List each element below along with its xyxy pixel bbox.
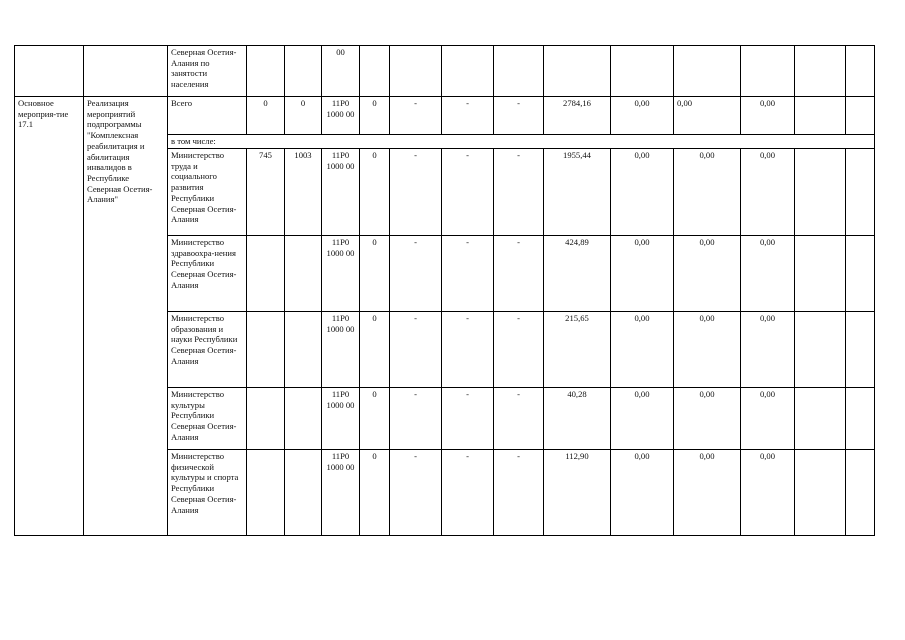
budget-table bbox=[14, 45, 875, 536]
csr-cell: 11Р0 1000 00 bbox=[322, 388, 360, 450]
grbs-cell bbox=[247, 388, 285, 450]
dash-cell: - bbox=[494, 450, 544, 536]
dash-cell: - bbox=[390, 97, 442, 135]
grbs-cell bbox=[247, 236, 285, 312]
vr-cell: 0 bbox=[360, 97, 390, 135]
dash-cell: - bbox=[494, 149, 544, 236]
dash-cell: - bbox=[494, 388, 544, 450]
value-cell: 0,00 bbox=[674, 236, 741, 312]
value-cell: 0,00 bbox=[611, 388, 674, 450]
rzpr-cell bbox=[285, 312, 322, 388]
dash-cell: - bbox=[390, 450, 442, 536]
dash-cell: - bbox=[442, 388, 494, 450]
grbs-cell: 0 bbox=[247, 97, 285, 135]
csr-cell: 11Р0 1000 00 bbox=[322, 97, 360, 135]
dash-cell: - bbox=[390, 149, 442, 236]
vr-cell: 0 bbox=[360, 149, 390, 236]
csr-cell: 11Р0 1000 00 bbox=[322, 450, 360, 536]
value-cell: 0,00 bbox=[674, 450, 741, 536]
event-number-cell: Основное мероприя-тие 17.1 bbox=[15, 97, 84, 536]
rzpr-cell bbox=[285, 236, 322, 312]
value-cell: 424,89 bbox=[544, 236, 611, 312]
value-cell: 0,00 bbox=[674, 149, 741, 236]
dash-cell: - bbox=[390, 388, 442, 450]
dash-cell: - bbox=[442, 450, 494, 536]
value-cell: 0,00 bbox=[741, 97, 795, 135]
csr-cell: 11Р0 1000 00 bbox=[322, 236, 360, 312]
rzpr-cell: 0 bbox=[285, 97, 322, 135]
csr-cell: 00 bbox=[322, 46, 360, 97]
dash-cell: - bbox=[442, 149, 494, 236]
csr-cell: 11Р0 1000 00 bbox=[322, 149, 360, 236]
vr-cell: 0 bbox=[360, 388, 390, 450]
value-cell: 0,00 bbox=[611, 97, 674, 135]
rzpr-cell bbox=[285, 388, 322, 450]
executor-cell: Министерство здравоохра-нения Республики Северная Осетия-Алания bbox=[168, 236, 247, 312]
dash-cell: - bbox=[494, 236, 544, 312]
event-name-cell: Реализация мероприятий подпрограммы "Комплексная реабилитация и абилитация инвалидов в Республике Северная Осетия-Алания" bbox=[84, 97, 168, 536]
value-cell: 2784,16 bbox=[544, 97, 611, 135]
executor-cell: Министерство физической культуры и спорта Республики Северная Осетия-Алания bbox=[168, 450, 247, 536]
grbs-cell: 745 bbox=[247, 149, 285, 236]
dash-cell: - bbox=[442, 312, 494, 388]
table-row-total bbox=[15, 97, 875, 135]
value-cell: 0,00 bbox=[741, 388, 795, 450]
vr-cell: 0 bbox=[360, 312, 390, 388]
including-label: в том числе: bbox=[168, 135, 875, 149]
rzpr-cell bbox=[285, 450, 322, 536]
dash-cell: - bbox=[390, 312, 442, 388]
executor-cell: Министерство труда и социального развития Республики Северная Осетия-Алания bbox=[168, 149, 247, 236]
value-cell: 0,00 bbox=[674, 388, 741, 450]
value-cell: 40,28 bbox=[544, 388, 611, 450]
vr-cell: 0 bbox=[360, 236, 390, 312]
value-cell: 0,00 bbox=[741, 312, 795, 388]
value-cell: 0,00 bbox=[611, 149, 674, 236]
dash-cell: - bbox=[442, 97, 494, 135]
value-cell: 0,00 bbox=[674, 97, 741, 135]
rzpr-cell: 1003 bbox=[285, 149, 322, 236]
dash-cell: - bbox=[390, 236, 442, 312]
dash-cell: - bbox=[494, 97, 544, 135]
value-cell: 215,65 bbox=[544, 312, 611, 388]
table-row bbox=[15, 46, 875, 97]
value-cell: 0,00 bbox=[741, 149, 795, 236]
value-cell: 0,00 bbox=[741, 450, 795, 536]
value-cell: 1955,44 bbox=[544, 149, 611, 236]
value-cell: 0,00 bbox=[611, 450, 674, 536]
value-cell: 0,00 bbox=[611, 236, 674, 312]
grbs-cell bbox=[247, 450, 285, 536]
dash-cell: - bbox=[442, 236, 494, 312]
value-cell: 0,00 bbox=[611, 312, 674, 388]
executor-cell: Министерство образования и науки Республики Северная Осетия-Алания bbox=[168, 312, 247, 388]
executor-cell: Министерство культуры Республики Северная Осетия-Алания bbox=[168, 388, 247, 450]
value-cell: 0,00 bbox=[674, 312, 741, 388]
executor-cell: Всего bbox=[168, 97, 247, 135]
csr-cell: 11Р0 1000 00 bbox=[322, 312, 360, 388]
vr-cell: 0 bbox=[360, 450, 390, 536]
value-cell: 112,90 bbox=[544, 450, 611, 536]
dash-cell: - bbox=[494, 312, 544, 388]
grbs-cell bbox=[247, 312, 285, 388]
executor-cell: Северная Осетия-Алания по занятости населения bbox=[168, 46, 247, 97]
value-cell: 0,00 bbox=[741, 236, 795, 312]
